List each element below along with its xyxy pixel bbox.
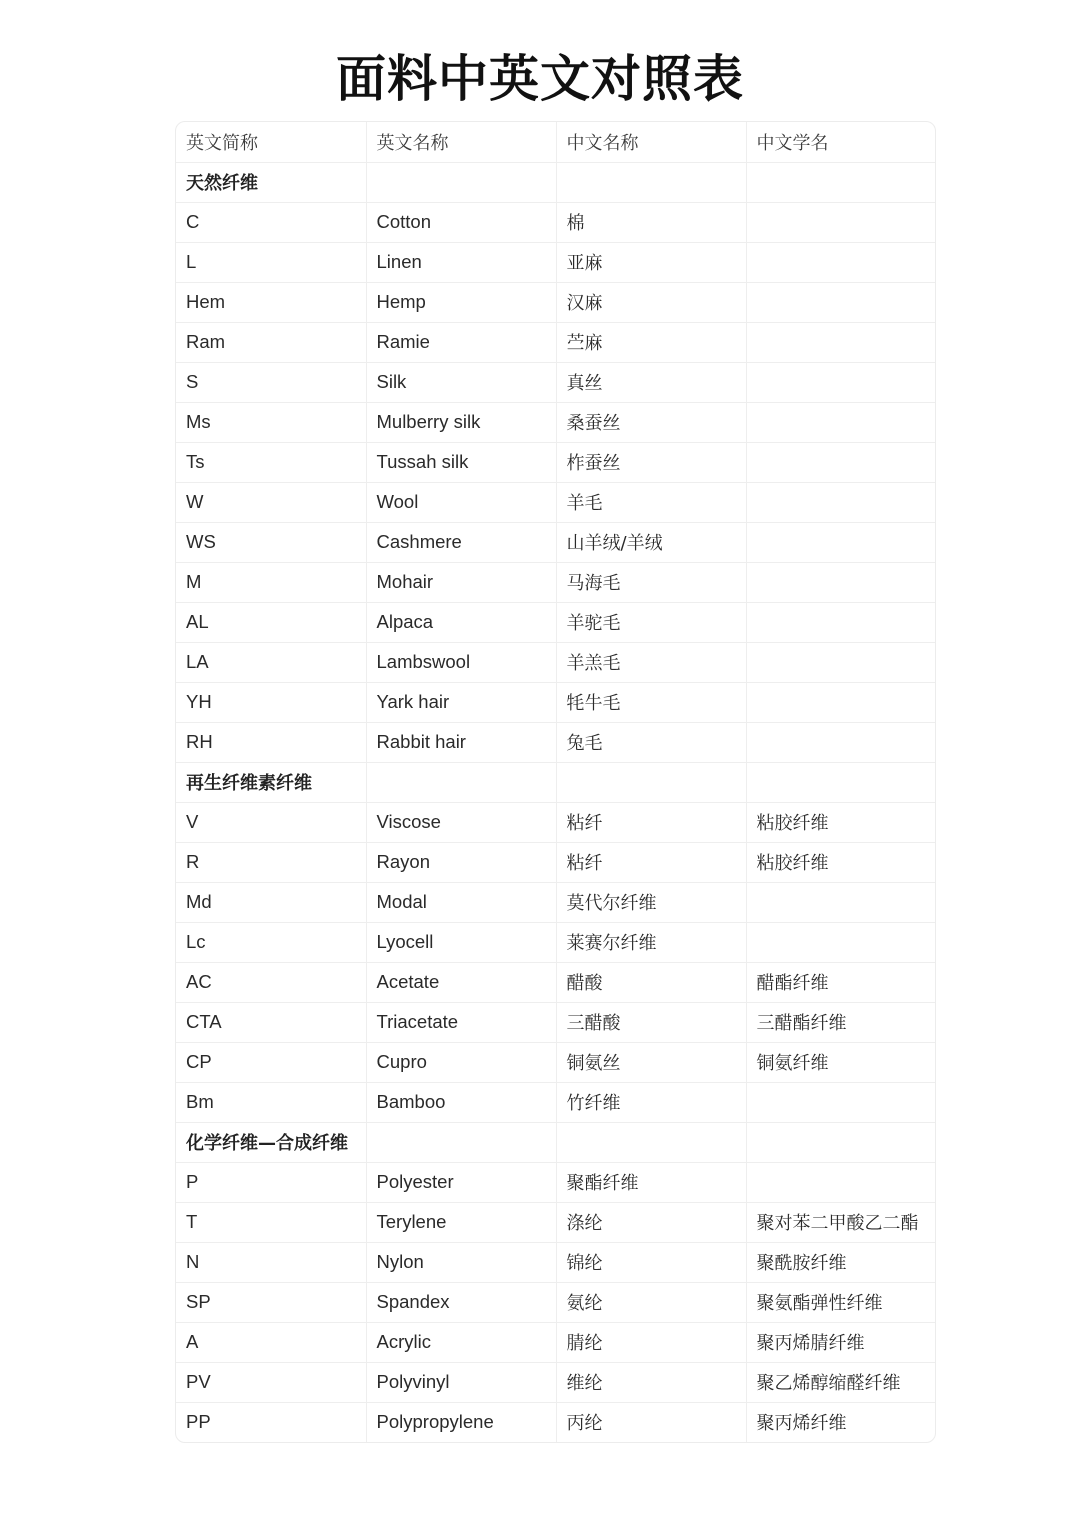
cell-cn-sci-name	[746, 1082, 935, 1122]
section-empty-cell	[366, 162, 556, 202]
cell-cn-name: 柞蚕丝	[556, 442, 746, 482]
cell-cn-sci-name	[746, 722, 935, 762]
cell-cn-name: 羊羔毛	[556, 642, 746, 682]
cell-cn-name: 桑蚕丝	[556, 402, 746, 442]
cell-en-abbr: Ram	[176, 322, 366, 362]
cell-cn-name: 羊毛	[556, 482, 746, 522]
cell-en-name: Spandex	[366, 1282, 556, 1322]
cell-en-name: Linen	[366, 242, 556, 282]
cell-en-name: Nylon	[366, 1242, 556, 1282]
cell-cn-name: 腈纶	[556, 1322, 746, 1362]
cell-en-abbr: Ts	[176, 442, 366, 482]
cell-cn-name: 亚麻	[556, 242, 746, 282]
fabric-table-container	[175, 121, 936, 1443]
cell-cn-sci-name	[746, 682, 935, 722]
section-row	[176, 162, 935, 202]
cell-cn-name: 粘纤	[556, 842, 746, 882]
section-label: 天然纤维	[176, 162, 366, 202]
page-title: 面料中英文对照表	[336, 50, 744, 108]
cell-en-name: Mohair	[366, 562, 556, 602]
cell-cn-sci-name: 粘胶纤维	[746, 802, 935, 842]
cell-cn-name: 真丝	[556, 362, 746, 402]
cell-en-abbr: R	[176, 842, 366, 882]
table-row	[176, 1082, 935, 1122]
cell-cn-sci-name: 铜氨纤维	[746, 1042, 935, 1082]
cell-en-abbr: V	[176, 802, 366, 842]
cell-en-abbr: AC	[176, 962, 366, 1002]
cell-en-name: Cotton	[366, 202, 556, 242]
cell-en-abbr: Hem	[176, 282, 366, 322]
cell-en-name: Alpaca	[366, 602, 556, 642]
section-empty-cell	[556, 162, 746, 202]
section-label: 再生纤维素纤维	[176, 762, 366, 802]
cell-cn-sci-name: 聚乙烯醇缩醛纤维	[746, 1362, 935, 1402]
table-row	[176, 922, 935, 962]
cell-en-name: Yark hair	[366, 682, 556, 722]
cell-en-name: Hemp	[366, 282, 556, 322]
cell-cn-name: 涤纶	[556, 1202, 746, 1242]
section-empty-cell	[366, 762, 556, 802]
table-row	[176, 362, 935, 402]
cell-cn-name: 氨纶	[556, 1282, 746, 1322]
cell-en-name: Viscose	[366, 802, 556, 842]
cell-en-name: Ramie	[366, 322, 556, 362]
table-row	[176, 522, 935, 562]
cell-cn-sci-name: 聚丙烯腈纤维	[746, 1322, 935, 1362]
cell-cn-name: 牦牛毛	[556, 682, 746, 722]
cell-en-abbr: C	[176, 202, 366, 242]
cell-en-abbr: S	[176, 362, 366, 402]
header-en-name: 英文名称	[366, 122, 556, 162]
header-cn-name: 中文名称	[556, 122, 746, 162]
cell-cn-name: 苎麻	[556, 322, 746, 362]
cell-en-name: Mulberry silk	[366, 402, 556, 442]
cell-cn-name: 锦纶	[556, 1242, 746, 1282]
table-body	[176, 162, 935, 1442]
cell-cn-name: 铜氨丝	[556, 1042, 746, 1082]
cell-en-abbr: W	[176, 482, 366, 522]
cell-cn-name: 莱赛尔纤维	[556, 922, 746, 962]
table-row	[176, 1202, 935, 1242]
section-label: 化学纤维—合成纤维	[176, 1122, 366, 1162]
cell-cn-name: 莫代尔纤维	[556, 882, 746, 922]
cell-en-abbr: RH	[176, 722, 366, 762]
cell-en-abbr: YH	[176, 682, 366, 722]
cell-cn-name: 聚酯纤维	[556, 1162, 746, 1202]
table-row	[176, 482, 935, 522]
cell-cn-name: 汉麻	[556, 282, 746, 322]
table-row	[176, 442, 935, 482]
cell-en-abbr: LA	[176, 642, 366, 682]
cell-en-name: Polypropylene	[366, 1402, 556, 1442]
table-row	[176, 1402, 935, 1442]
cell-cn-name: 竹纤维	[556, 1082, 746, 1122]
cell-en-name: Polyester	[366, 1162, 556, 1202]
cell-cn-name: 丙纶	[556, 1402, 746, 1442]
table-row	[176, 842, 935, 882]
table-row	[176, 962, 935, 1002]
table-row	[176, 1322, 935, 1362]
cell-en-name: Tussah silk	[366, 442, 556, 482]
section-empty-cell	[366, 1122, 556, 1162]
table-row	[176, 802, 935, 842]
section-row	[176, 1122, 935, 1162]
table-row	[176, 722, 935, 762]
cell-en-abbr: Bm	[176, 1082, 366, 1122]
cell-cn-name: 马海毛	[556, 562, 746, 602]
cell-en-abbr: Ms	[176, 402, 366, 442]
cell-en-abbr: SP	[176, 1282, 366, 1322]
cell-cn-sci-name: 粘胶纤维	[746, 842, 935, 882]
cell-cn-name: 兔毛	[556, 722, 746, 762]
cell-en-abbr: P	[176, 1162, 366, 1202]
cell-en-abbr: Md	[176, 882, 366, 922]
cell-cn-name: 山羊绒/羊绒	[556, 522, 746, 562]
table-row	[176, 562, 935, 602]
table-row	[176, 1242, 935, 1282]
fabric-table	[176, 122, 935, 1442]
cell-cn-sci-name	[746, 642, 935, 682]
cell-en-name: Terylene	[366, 1202, 556, 1242]
section-row	[176, 762, 935, 802]
table-row	[176, 642, 935, 682]
cell-en-abbr: M	[176, 562, 366, 602]
cell-cn-name: 维纶	[556, 1362, 746, 1402]
cell-cn-sci-name	[746, 562, 935, 602]
table-row	[176, 202, 935, 242]
cell-en-name: Wool	[366, 482, 556, 522]
cell-en-abbr: N	[176, 1242, 366, 1282]
cell-cn-sci-name: 聚对苯二甲酸乙二酯	[746, 1202, 935, 1242]
cell-en-abbr: CP	[176, 1042, 366, 1082]
cell-cn-name: 粘纤	[556, 802, 746, 842]
table-row	[176, 602, 935, 642]
section-empty-cell	[556, 762, 746, 802]
cell-cn-sci-name	[746, 482, 935, 522]
cell-cn-sci-name	[746, 322, 935, 362]
cell-cn-name: 三醋酸	[556, 1002, 746, 1042]
cell-en-abbr: CTA	[176, 1002, 366, 1042]
table-row	[176, 1162, 935, 1202]
cell-en-name: Acetate	[366, 962, 556, 1002]
cell-cn-sci-name	[746, 1162, 935, 1202]
cell-en-abbr: Lc	[176, 922, 366, 962]
cell-en-name: Polyvinyl	[366, 1362, 556, 1402]
section-empty-cell	[746, 162, 935, 202]
table-row	[176, 1002, 935, 1042]
header-cn-sci-name: 中文学名	[746, 122, 935, 162]
cell-cn-sci-name: 醋酯纤维	[746, 962, 935, 1002]
cell-en-name: Rayon	[366, 842, 556, 882]
cell-en-name: Modal	[366, 882, 556, 922]
table-row	[176, 322, 935, 362]
cell-en-abbr: PP	[176, 1402, 366, 1442]
cell-cn-sci-name	[746, 402, 935, 442]
table-row	[176, 1282, 935, 1322]
cell-en-name: Rabbit hair	[366, 722, 556, 762]
cell-en-abbr: A	[176, 1322, 366, 1362]
cell-cn-sci-name: 三醋酯纤维	[746, 1002, 935, 1042]
cell-cn-name: 棉	[556, 202, 746, 242]
cell-cn-name: 羊驼毛	[556, 602, 746, 642]
cell-en-name: Lambswool	[366, 642, 556, 682]
table-row	[176, 242, 935, 282]
header-en-abbr: 英文简称	[176, 122, 366, 162]
cell-cn-sci-name: 聚氨酯弹性纤维	[746, 1282, 935, 1322]
cell-cn-sci-name	[746, 362, 935, 402]
cell-cn-sci-name	[746, 922, 935, 962]
cell-en-name: Triacetate	[366, 1002, 556, 1042]
table-row	[176, 1362, 935, 1402]
cell-cn-sci-name: 聚丙烯纤维	[756, 1413, 847, 1435]
table-row	[176, 682, 935, 722]
table-row	[176, 402, 935, 442]
section-empty-cell	[746, 1122, 935, 1162]
cell-en-abbr: PV	[176, 1362, 366, 1402]
table-row	[176, 282, 935, 322]
cell-en-name: Lyocell	[366, 922, 556, 962]
table-row	[176, 882, 935, 922]
cell-en-name: Silk	[366, 362, 556, 402]
cell-cn-sci-name	[746, 202, 935, 242]
cell-en-name: Cupro	[366, 1042, 556, 1082]
cell-cn-sci-name	[746, 522, 935, 562]
cell-en-name: Bamboo	[366, 1082, 556, 1122]
cell-cn-name: 醋酸	[556, 962, 746, 1002]
table-header-row	[176, 122, 935, 162]
cell-cn-sci-name	[746, 882, 935, 922]
cell-cn-sci-name	[746, 282, 935, 322]
cell-en-abbr: T	[176, 1202, 366, 1242]
cell-en-name: Cashmere	[366, 522, 556, 562]
section-empty-cell	[556, 1122, 746, 1162]
cell-en-abbr: L	[176, 242, 366, 282]
cell-cn-sci-name: 聚酰胺纤维	[746, 1242, 935, 1282]
cell-cn-sci-name	[746, 242, 935, 282]
cell-cn-sci-name	[746, 442, 935, 482]
cell-en-abbr: AL	[176, 602, 366, 642]
section-empty-cell	[746, 762, 935, 802]
cell-cn-sci-name	[746, 602, 935, 642]
cell-en-abbr: WS	[176, 522, 366, 562]
cell-en-name: Acrylic	[366, 1322, 556, 1362]
table-row	[176, 1042, 935, 1082]
